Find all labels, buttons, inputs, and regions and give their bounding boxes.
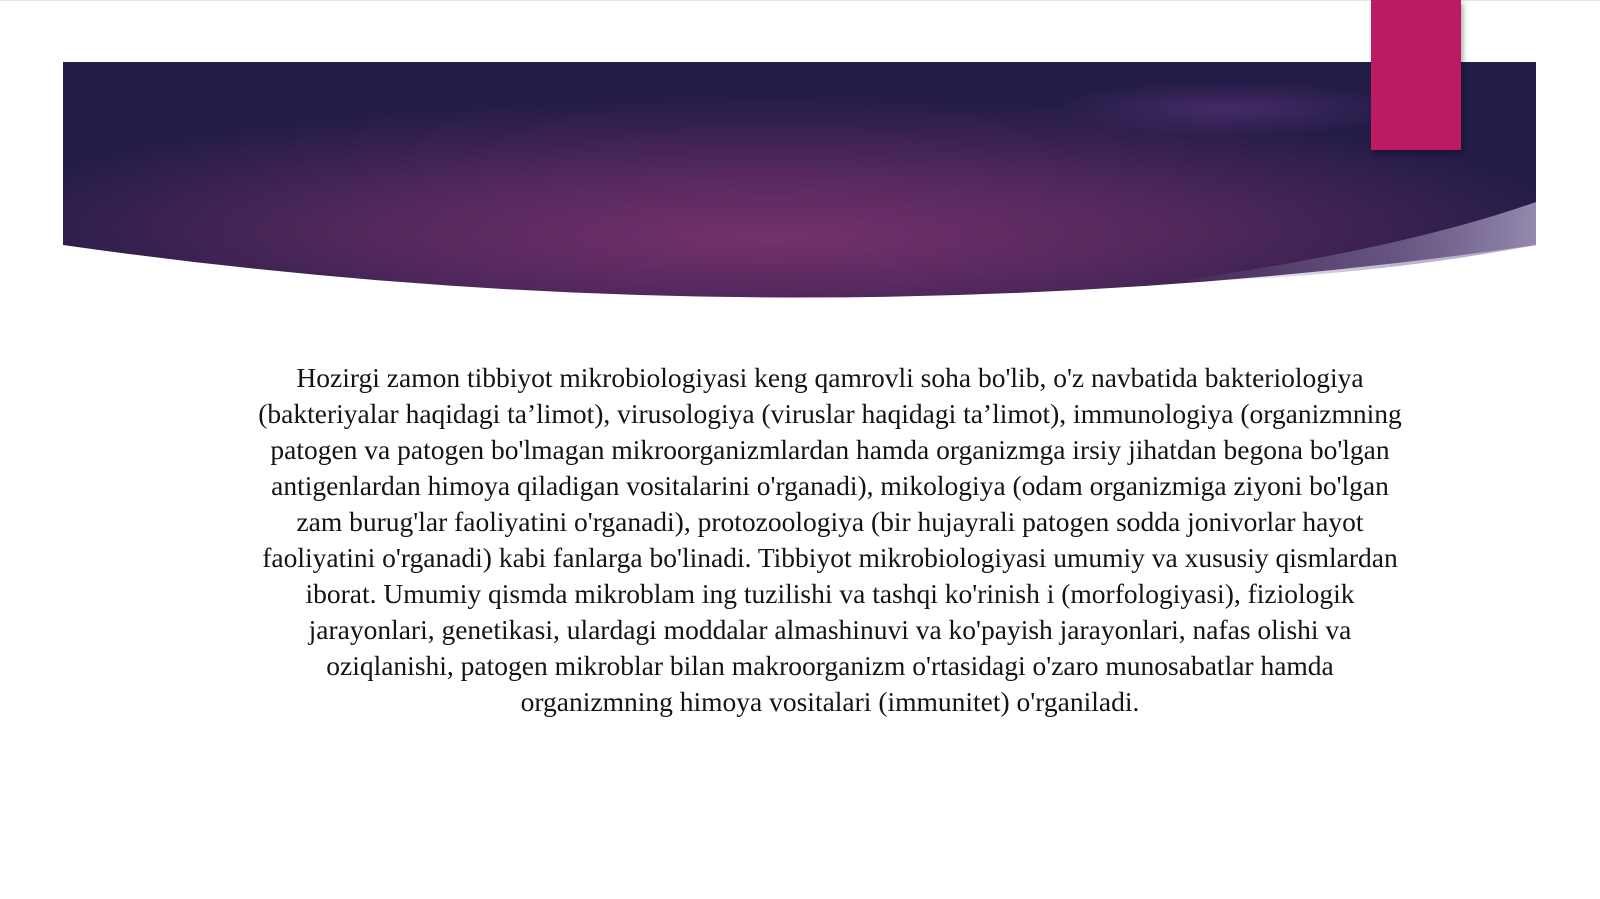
accent-tab: [1371, 0, 1461, 150]
body-text: Hozirgi zamon tibbiyot mikrobiologiyasi keng qamrovli soha bo'lib, o'z navbatida bakteriologiya (bakteriyalar haqidagi ta’limot), virusologiya (viruslar haqidagi ta’limot), immunologiya (organizmning patogen va patogen bo'lmagan mikroorganizmlardan hamda organizmga irsiy jihatdan begona bo'lgan antigenlardan himoya qiladigan vositalarini o'rganadi), mikologiya (odam organizmiga ziyoni bo'lgan zam burug'lar faoliyatini o'rganadi), protozoologiya (bir hujayrali patogen sodda jonivorlar hayot faoliyatini o'rganadi) kabi fanlarga bo'linadi. Tibbiyot mikrobiologiyasi umumiy va xususiy qismlardan iborat. Umumiy qismda mikroblam ing tuzilishi va tashqi ko'rinish i (morfologiyasi), fiziologik jarayonlari, genetikasi, ulardagi moddalar almashinuvi va ko'payish jarayonlari, nafas olishi va oziqlanishi, patogen mikroblar bilan makroorganizm o'rtasidagi o'zaro munosabatlar hamda organizmning himoya vositalari (immunitet) o'rganiladi.: [258, 362, 1402, 717]
